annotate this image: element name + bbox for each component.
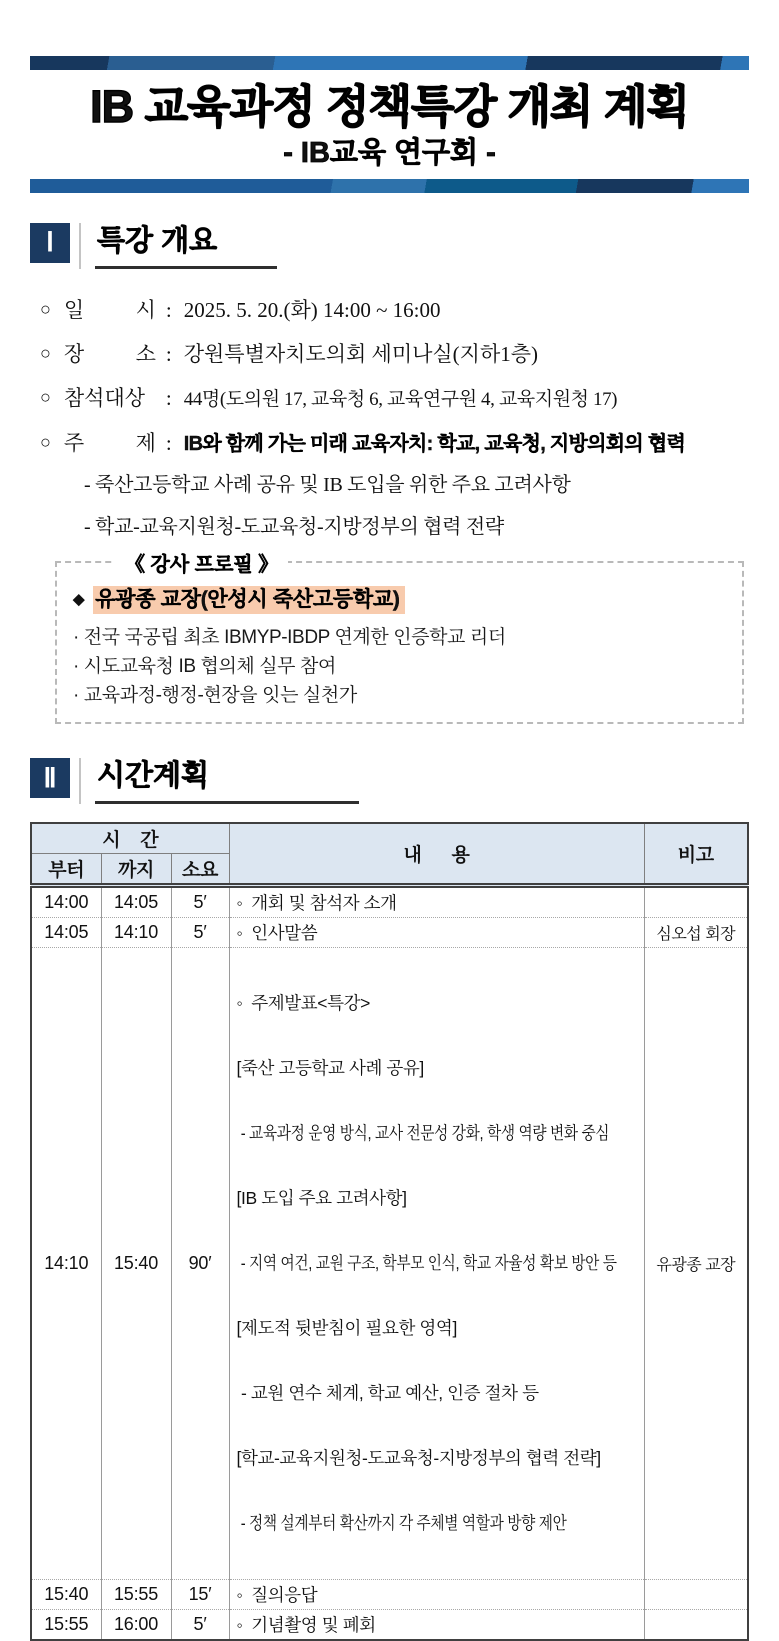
item-label: 일 시 — [63, 298, 156, 323]
item-value: 강원특별자치도의회 세미나실(지하1층) — [183, 342, 539, 367]
circle-bullet-icon: ○ — [40, 299, 51, 320]
cell-dur: 90′ — [171, 948, 229, 1580]
section-1-title: 특강 개요 — [95, 223, 277, 269]
cell-to: 15:40 — [101, 948, 171, 1580]
section-2-title: 시간계획 — [95, 758, 359, 804]
content-line: [학교-교육지원청-도교육청-지방정부의 협력 전략] — [236, 1448, 601, 1469]
lecturer-detail: · 교육과정-행정-현장을 잇는 실천가 — [73, 685, 357, 707]
diamond-bullet-icon: ◆ — [73, 591, 85, 609]
section-2-header — [30, 758, 749, 804]
circle-bullet-icon: ○ — [40, 432, 51, 453]
topic-subitem: - 학교-교육지원청-도교육청-지방정부의 협력 전략 — [84, 516, 504, 539]
overview-item-topic — [40, 428, 749, 459]
col-header-dur: 소요 — [171, 854, 229, 886]
cell-content: ◦ 기념촬영 및 폐회 — [229, 1610, 644, 1641]
cell-to: 14:10 — [101, 918, 171, 948]
item-colon: : — [165, 431, 172, 456]
cell-to: 16:00 — [101, 1610, 171, 1641]
table-row — [31, 1580, 748, 1610]
lecturer-detail: · 전국 국공립 최초 IBMYP-IBDP 연계한 인증학교 리더 — [73, 627, 506, 649]
col-header-note: 비고 — [644, 823, 748, 886]
col-header-to: 까지 — [101, 854, 171, 886]
table-row — [31, 886, 748, 918]
cell-note — [644, 1610, 748, 1641]
table-row — [31, 918, 748, 948]
page-subtitle: - IB교육 연구회 - — [283, 137, 496, 169]
page-title: IB 교육과정 정책특강 개최 계획 — [90, 81, 689, 132]
cell-from: 15:55 — [31, 1610, 101, 1641]
section-1-title-wrap — [79, 223, 277, 269]
content-line: ◦ 주제발표<특강> — [236, 993, 370, 1014]
item-label: 참석대상 — [63, 386, 146, 411]
lecturer-profile-box — [55, 554, 744, 724]
table-row — [31, 1610, 748, 1641]
content-line: [죽산 고등학교 사례 공유] — [236, 1058, 424, 1079]
circle-bullet-icon: ○ — [40, 343, 51, 364]
section-1-header — [30, 223, 749, 269]
overview-item-attendees — [40, 383, 749, 415]
section-1-number-badge: Ⅰ — [30, 223, 70, 263]
title-bottom-decor-bar — [30, 179, 749, 193]
col-header-content: 내 용 — [229, 823, 644, 886]
overview-item-place — [40, 339, 749, 370]
cell-content: ◦ 인사말씀 — [229, 918, 644, 948]
item-label: 주 제 — [63, 431, 156, 456]
profile-box-legend: 《 강사 프로필 》 — [115, 548, 288, 577]
item-label: 장 소 — [63, 342, 156, 367]
content-line: - 교원 연수 체계, 학교 예산, 인증 절차 등 — [236, 1383, 539, 1404]
cell-dur: 5′ — [171, 1610, 229, 1641]
cell-from: 14:10 — [31, 948, 101, 1580]
item-colon: : — [165, 386, 172, 411]
table-row-main-lecture — [31, 948, 748, 1580]
cell-note: 심오섭 회장 — [644, 918, 748, 948]
content-line: - 지역 여건, 교원 구조, 학부모 인식, 학교 자율성 확보 방안 등 — [236, 1253, 617, 1274]
circle-bullet-icon: ○ — [40, 387, 51, 408]
col-header-time-group: 시 간 — [31, 823, 229, 854]
cell-from: 15:40 — [31, 1580, 101, 1610]
topic-subitem: - 죽산고등학교 사례 공유 및 IB 도입을 위한 주요 고려사항 — [84, 474, 571, 497]
item-colon: : — [165, 298, 172, 323]
cell-content: ◦ 질의응답 — [229, 1580, 644, 1610]
col-header-from: 부터 — [31, 854, 101, 886]
schedule-table — [30, 822, 749, 1641]
cell-dur: 5′ — [171, 886, 229, 918]
content-line: [제도적 뒷받침이 필요한 영역] — [236, 1318, 457, 1339]
cell-dur: 5′ — [171, 918, 229, 948]
lecturer-name-highlight: 유광종 교장(안성시 죽산고등학교) — [93, 586, 404, 614]
section-2-title-wrap — [79, 758, 359, 804]
cell-dur: 15′ — [171, 1580, 229, 1610]
cell-from: 14:05 — [31, 918, 101, 948]
cell-content-multiline — [229, 948, 644, 1580]
cell-to: 14:05 — [101, 886, 171, 918]
cell-note — [644, 1580, 748, 1610]
cell-from: 14:00 — [31, 886, 101, 918]
cell-note: 유광종 교장 — [644, 948, 748, 1580]
item-value: IB와 함께 가는 미래 교육자치: 학교, 교육청, 지방의회의 협력 — [183, 433, 686, 456]
cell-to: 15:55 — [101, 1580, 171, 1610]
item-value: 44명(도의원 17, 교육청 6, 교육연구원 4, 교육지원청 17) — [183, 389, 618, 411]
lecturer-detail: · 시도교육청 IB 협의체 실무 참여 — [73, 656, 336, 678]
section-2-number-badge: Ⅱ — [30, 758, 70, 798]
schedule-table-header — [31, 823, 748, 886]
overview-items — [40, 295, 749, 541]
content-line: - 정책 설계부터 확산까지 각 주체별 역할과 방향 제안 — [236, 1513, 566, 1534]
content-line: - 교육과정 운영 방식, 교사 전문성 강화, 학생 역량 변화 중심 — [236, 1123, 609, 1144]
item-colon: : — [165, 342, 172, 367]
title-top-decor-bar — [30, 56, 749, 70]
overview-item-datetime — [40, 295, 749, 326]
item-value: 2025. 5. 20.(화) 14:00 ~ 16:00 — [183, 298, 441, 323]
cell-content: ◦ 개회 및 참석자 소개 — [229, 886, 644, 918]
lecturer-name-row — [73, 583, 724, 613]
content-line: [IB 도입 주요 고려사항] — [236, 1188, 407, 1209]
topic-subitems — [84, 472, 749, 541]
cell-note — [644, 886, 748, 918]
